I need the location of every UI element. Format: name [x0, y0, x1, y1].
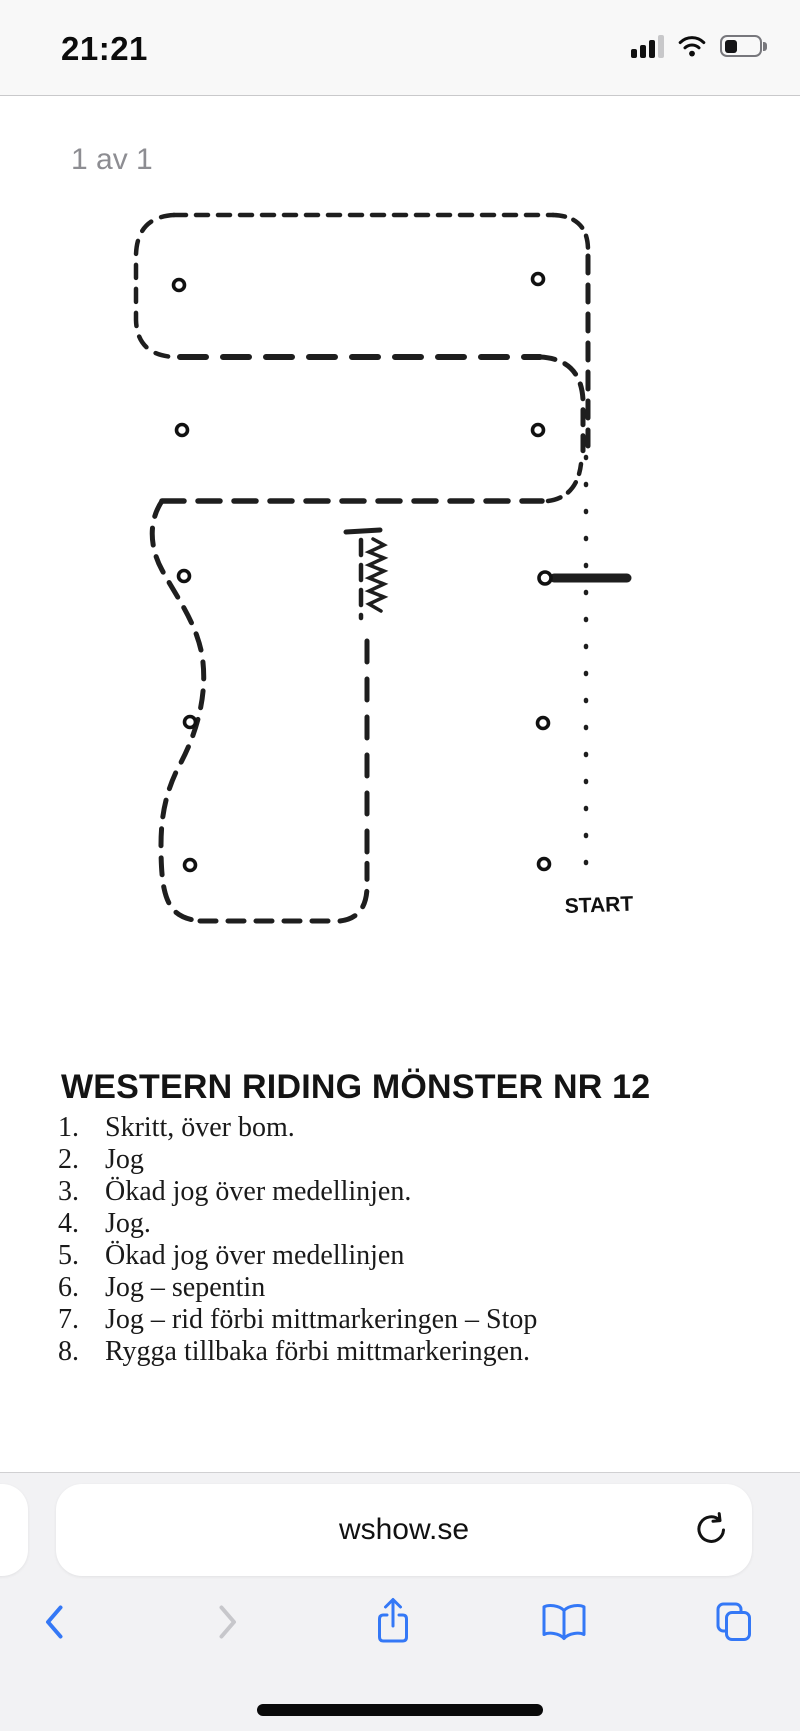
battery-level [725, 40, 737, 53]
reload-icon[interactable] [692, 1510, 732, 1550]
bookmarks-icon[interactable] [538, 1601, 590, 1645]
back-icon[interactable] [42, 1603, 68, 1641]
share-icon[interactable] [371, 1595, 415, 1647]
clock: 21:21 [61, 30, 148, 67]
pattern-serpentine [152, 501, 203, 921]
status-bar [0, 0, 800, 96]
cone-markers [174, 274, 552, 871]
start-label: START [564, 892, 634, 918]
list-item: 3. Ökad jog över medellinjen. [58, 1176, 412, 1207]
stop-bar [346, 530, 380, 532]
url-text[interactable]: wshow.se [338, 1513, 470, 1546]
pattern-step-list [58, 1112, 758, 1368]
wifi-icon [677, 34, 707, 58]
tabs-icon[interactable] [710, 1599, 758, 1645]
status-icons [631, 34, 762, 58]
list-item: 7. Jog – rid förbi mittmarkeringen – Stop [58, 1304, 538, 1335]
home-indicator[interactable] [257, 1704, 543, 1716]
list-item: 5. Ökad jog över medellinjen [58, 1240, 405, 1271]
safari-bottom-bar [0, 1472, 800, 1731]
cellular-signal-icon [631, 34, 664, 58]
list-item: 4. Jog. [58, 1208, 151, 1239]
list-item: 2. Jog [58, 1144, 144, 1175]
address-bar[interactable] [56, 1484, 752, 1576]
list-item: 8. Rygga tillbaka förbi mittmarkeringen. [58, 1336, 530, 1367]
list-item: 1. Skritt, över bom. [58, 1112, 295, 1143]
forward-icon[interactable] [214, 1603, 240, 1641]
battery-icon [720, 35, 762, 57]
backup-zigzag [369, 539, 384, 611]
list-item: 6. Jog – sepentin [58, 1272, 266, 1303]
page-indicator: 1 av 1 [71, 143, 153, 176]
pattern-title: WESTERN RIDING MÖNSTER NR 12 [61, 1068, 651, 1106]
adjacent-tab-stub[interactable] [0, 1484, 28, 1576]
